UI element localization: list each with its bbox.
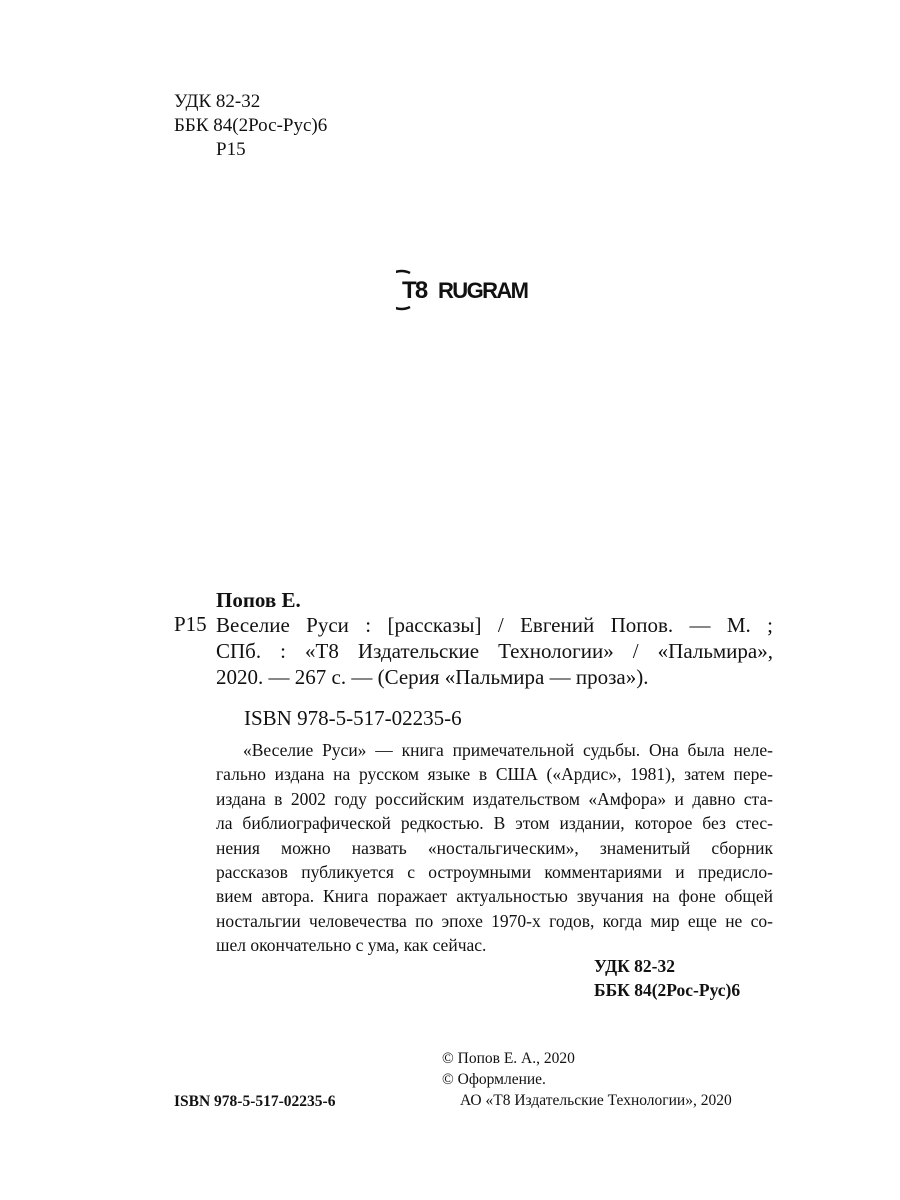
- annotation-line: «Веселие Руси» — книга примечательной судьбы. Она была неле-: [243, 740, 773, 760]
- annotation-line: рассказов публикуется с остроумными комментариями и предисло-: [216, 862, 773, 883]
- header-author-mark: Р15: [216, 139, 246, 160]
- description-line: 2020. — 267 с. — (Серия «Пальмира — проза»).: [216, 665, 649, 689]
- svg-text:RUGRAM: RUGRAM: [438, 278, 528, 303]
- description-line: Веселие Руси : [рассказы] / Евгений Попов. — М. ;: [216, 613, 773, 637]
- svg-text:T8: T8: [402, 277, 427, 304]
- annotation-line: нения можно назвать «ностальгическим», знаменитый сборник: [216, 837, 773, 858]
- card-author-mark: Р15: [174, 612, 207, 636]
- card-bibliographic-description: [216, 612, 773, 690]
- annotation-line: ла библиографической редкостью. В этом издании, которое без стес-: [216, 813, 773, 834]
- annotation-line: гально издана на русском языке в США («Ардис», 1981), затем пере-: [216, 764, 773, 785]
- card-annotation: [216, 738, 773, 958]
- header-udk: УДК 82-32: [174, 91, 261, 112]
- copyright-publisher: АО «Т8 Издательские Технологии», 2020: [460, 1092, 732, 1109]
- annotation-line: издана в 2002 году российским издательством «Амфора» и давно ста-: [216, 788, 773, 809]
- annotation-line: ностальгии человечества по эпохе 1970-х годов, когда мир еще не со-: [216, 910, 773, 931]
- description-line: СПб. : «Т8 Издательские Технологии» / «Пальмира»,: [216, 639, 773, 663]
- card-udk: УДК 82-32: [594, 956, 676, 976]
- t8-rugram-logo-icon: [396, 266, 556, 314]
- footer-isbn: ISBN 978-5-517-02235-6: [174, 1093, 336, 1110]
- card-author: Попов Е.: [216, 588, 301, 612]
- copyright-author: © Попов Е. А., 2020: [442, 1050, 575, 1067]
- copyright-design: © Оформление.: [442, 1071, 546, 1088]
- header-bbk: ББК 84(2Рос-Рус)6: [174, 115, 328, 136]
- card-isbn: ISBN 978-5-517-02235-6: [244, 706, 462, 730]
- card-bbk: ББК 84(2Рос-Рус)6: [594, 980, 741, 1000]
- annotation-line: вием автора. Книга поражает актуальностью звучания на фоне общей: [216, 886, 773, 907]
- publisher-logo: [396, 266, 556, 314]
- annotation-line: шел окончательно с ума, как сейчас.: [216, 935, 487, 956]
